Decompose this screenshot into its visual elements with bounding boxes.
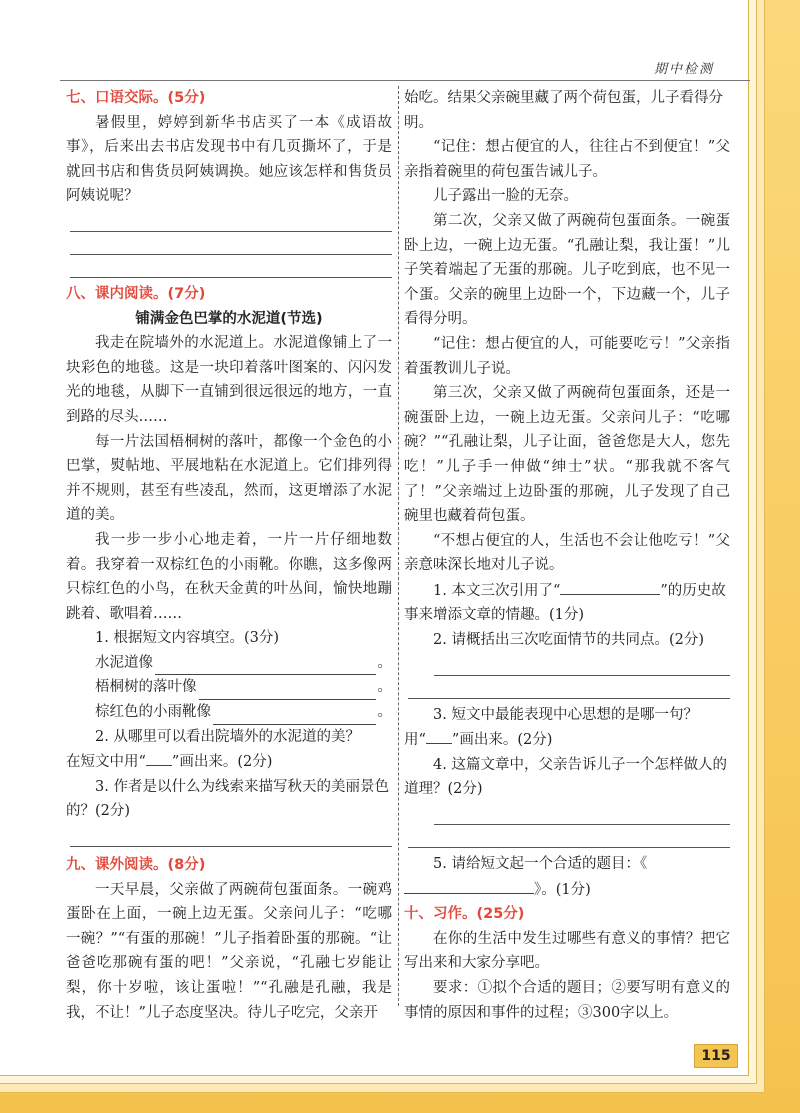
story-question-5 (404, 852, 730, 902)
passage-paragraph: 每一片法国梧桐树的落叶，都像一个金色的小巴掌，熨帖地、平展地粘在水泥道上。它们排列得并不规则，甚至有些凌乱，然而，这更增添了水泥道的美。 (66, 433, 392, 524)
story-paragraph: “记住：想占便宜的人，可能要吃亏！”父亲指着蛋教训儿子说。 (404, 335, 730, 377)
passage-paragraph: 我走在院墙外的水泥道上。水泥道像铺上了一块彩色的地毯。这是一块印着落叶图案的、闪闪发光的地毯，从脚下一直铺到很远很远的地方，一直到路的尽头…… (66, 335, 392, 425)
story-question-3: 3. 短文中最能表现中心思想的是哪一句？ (433, 706, 698, 723)
passage-paragraph: 我一步一步小心地走着，一片一片仔细地数着。我穿着一双棕红色的小雨靴。你瞧，这多像两只棕红色的小鸟，在秋天金黄的叶丛间，愉快地蹦跳着、歌唱着…… (66, 531, 392, 622)
fill-row (95, 700, 392, 725)
story-question-2: 2. 请概括出三次吃面情节的共同点。(2分) (433, 632, 704, 649)
question-2-pre: 在短文中用“ (66, 754, 146, 771)
answer-line[interactable] (70, 209, 392, 232)
question-2: 2. 从哪里可以看出院墙外的水泥道的美？ (95, 728, 360, 745)
left-column (66, 86, 392, 1025)
story-paragraph: 第二次，父亲又做了两碗荷包蛋面条。一碗蛋卧上边，一碗上边无蛋。“孔融让梨，我让蛋！”儿子笑着端起了无蛋的那碗。儿子吃到底，也不见一个蛋。父亲的碗里上边卧一个，下边藏一个，儿子看得分明。 (404, 212, 730, 328)
answer-line[interactable] (70, 232, 392, 255)
title-blank[interactable] (404, 877, 494, 894)
question-2-post: ”画出来。(2分) (171, 754, 273, 771)
story-paragraph: 儿子露出一脸的无奈。 (433, 188, 578, 205)
section-7-prompt: 暑假里，婷婷到新华书店买了一本《成语故事》，后来出去书店发现书中有几页撕坏了，于是就回书店和售货员阿姨调换。她应该怎样和售货员阿姨说呢？ (66, 114, 392, 205)
question-2-instruction (66, 749, 392, 775)
story-question-3-instruction (404, 727, 730, 753)
fill-label: 水泥道像 (95, 654, 153, 671)
fill-label: 梧桐树的落叶像 (95, 679, 197, 696)
answer-line[interactable] (408, 825, 730, 848)
title-blank[interactable] (494, 877, 534, 894)
page-number: 115 (694, 1044, 738, 1068)
story-q1-pre: 1. 本文三次引用了“ (433, 582, 561, 599)
story-q3-post: ”画出来。(2分) (451, 732, 553, 749)
fill-blank[interactable] (213, 708, 376, 725)
header-label: 期中检测 (653, 62, 714, 77)
composition-prompt: 在你的生活中发生过哪些有意义的事情？把它写出来和大家分享吧。 (404, 930, 730, 972)
story-paragraph: 第三次，父亲又做了两碗荷包蛋面条，还是一碗蛋卧上边，一碗上边无蛋。父亲问儿子：“吃哪碗？”“孔融让梨，儿子让面，爸爸您是大人，您先吃！”儿子手一伸做“绅士”状。“那我就不客气了！”父亲端过上边卧蛋的那碗，儿子发现了自己碗里也藏着荷包蛋。 (404, 385, 730, 525)
story-continued: 始吃。结果父亲碗里藏了两个荷包蛋，儿子看得分明。 (404, 90, 723, 131)
story-q5-post: 》。(1分) (534, 881, 591, 898)
story-q3-pre: 用“ (404, 732, 426, 749)
right-column (404, 86, 730, 1025)
composition-requirements: 要求：①拟个合适的题目；②要写明有意义的事情的原因和事件的过程；③300字以上。 (404, 980, 730, 1021)
answer-line[interactable] (408, 676, 730, 699)
fill-blank[interactable] (560, 578, 660, 595)
section-10-heading: 十、习作。(25分) (404, 906, 525, 923)
underline-sample (426, 727, 452, 744)
section-7-heading: 七、口语交际。(5分) (66, 90, 206, 106)
fill-period: 。 (377, 704, 392, 721)
story-q1-post: ”的历史故事来增添文章的情趣。(1分) (404, 582, 726, 624)
fill-blank[interactable] (199, 683, 376, 700)
story-paragraph: 一天早晨，父亲做了两碗荷包蛋面条。一碗鸡蛋卧在上面，一碗上边无蛋。父亲问儿子：“吃哪一碗？”“有蛋的那碗！”儿子指着卧蛋的那碗。“让爸爸吃那碗有蛋的吧！”父亲说，“孔融七岁能让梨，你十岁啦，该让蛋啦！”“孔融是孔融，我是我，不让！”儿子态度坚决。待儿子吃完，父亲开 (66, 881, 392, 1021)
answer-line[interactable] (70, 824, 392, 847)
fill-row (95, 675, 392, 700)
fill-label: 棕红色的小雨靴像 (95, 704, 211, 721)
fill-blank[interactable] (155, 658, 376, 675)
fill-period: 。 (377, 679, 392, 696)
story-paragraph: “不想占便宜的人，生活也不会让他吃亏！”父亲意味深长地对儿子说。 (404, 532, 730, 574)
section-8-heading: 八、课内阅读。(7分) (66, 285, 206, 302)
answer-line[interactable] (70, 255, 392, 278)
question-3: 3. 作者是以什么为线索来描写秋天的美丽景色的？(2分) (66, 778, 389, 820)
section-9-heading: 九、课外阅读。(8分) (66, 857, 206, 874)
passage-title: 铺满金色巴掌的水泥道(节选) (135, 310, 323, 327)
answer-line[interactable] (434, 653, 730, 676)
header-rule (60, 80, 750, 81)
story-question-1 (404, 578, 730, 628)
underline-sample (146, 749, 172, 766)
fill-row (95, 651, 392, 676)
story-paragraph: “记住：想占便宜的人，往往占不到便宜！”父亲指着碗里的荷包蛋告诫儿子。 (404, 139, 730, 180)
story-question-4: 4. 这篇文章中，父亲告诉儿子一个怎样做人的道理？(2分) (404, 756, 727, 798)
story-q5-pre: 5. 请给短文起一个合适的题目：《 (433, 856, 648, 873)
column-divider (398, 86, 399, 1006)
answer-line[interactable] (434, 802, 730, 825)
fill-period: 。 (377, 654, 392, 671)
question-1: 1. 根据短文内容填空。(3分) (95, 630, 279, 647)
